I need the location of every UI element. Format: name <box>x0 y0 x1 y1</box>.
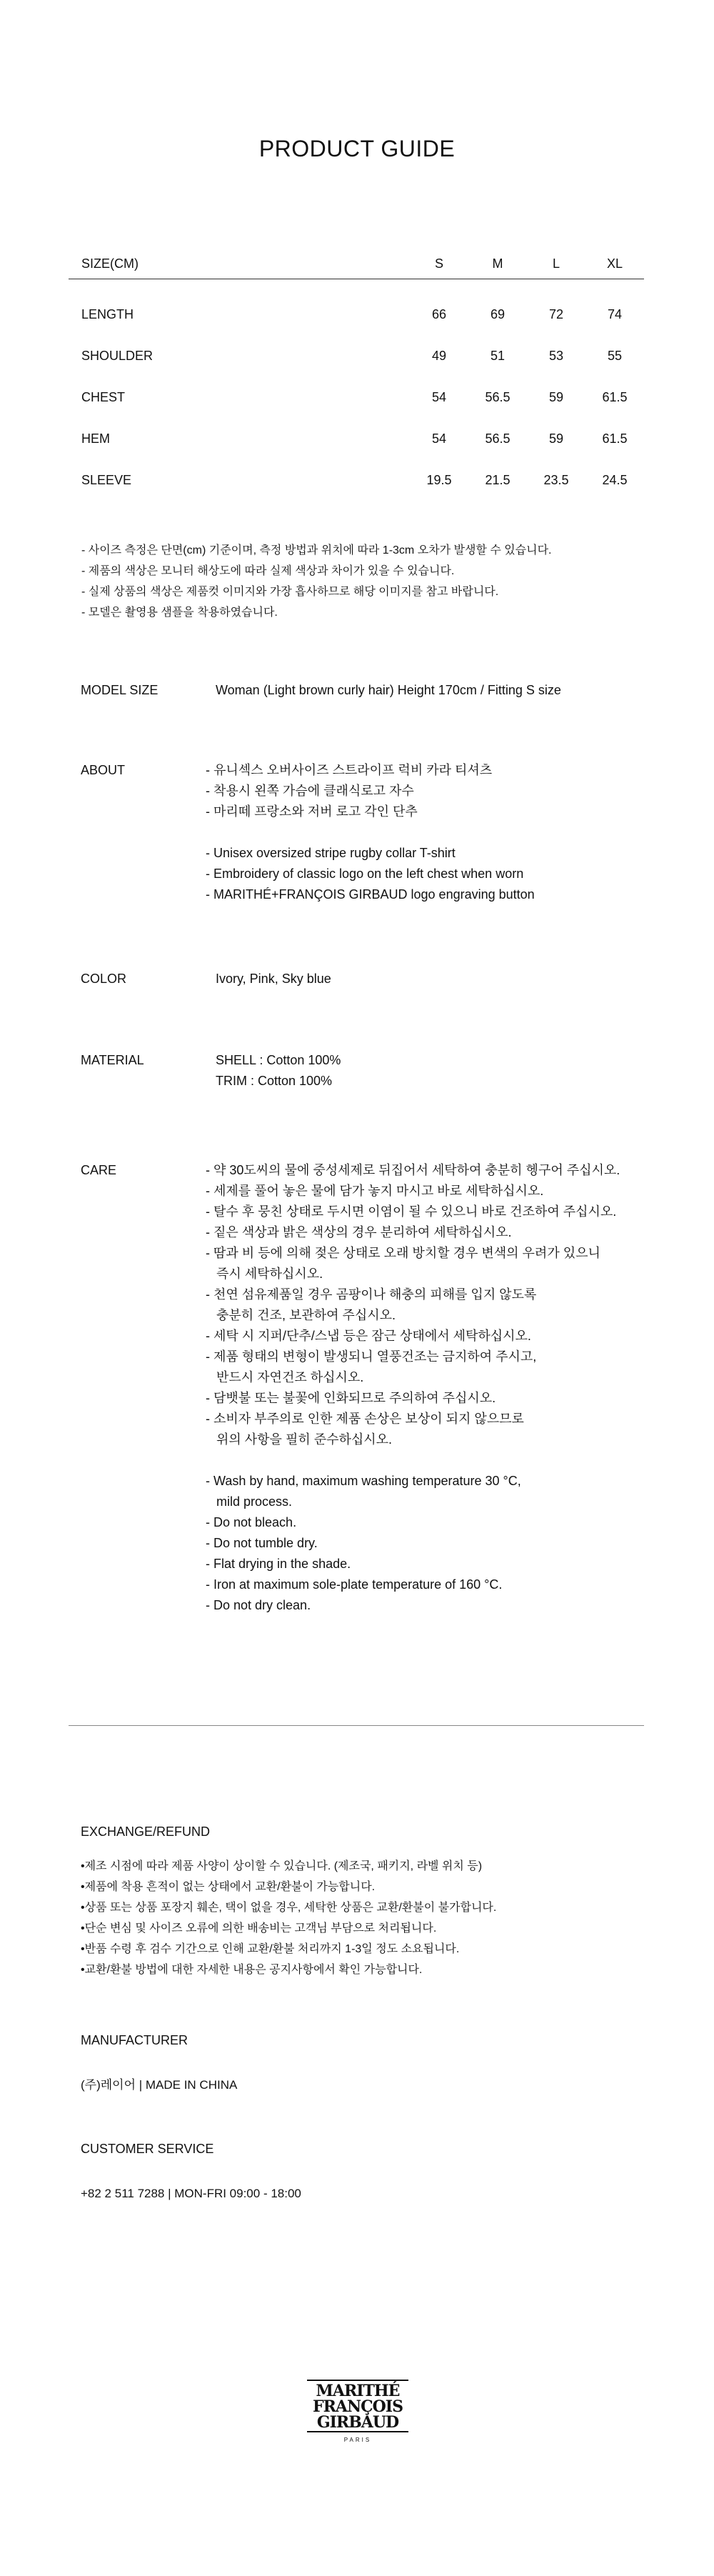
table-row <box>69 279 644 336</box>
table-cell: 49 <box>431 348 447 363</box>
table-cell: HEM <box>81 431 110 446</box>
care-line: 반드시 자연건조 하십시오. <box>206 1370 364 1384</box>
color-label: COLOR <box>81 972 127 986</box>
about-line <box>206 822 535 843</box>
section-divider <box>69 1725 644 1726</box>
table-cell: 56.5 <box>485 389 511 404</box>
note-line: - 실제 상품의 색상은 제품컷 이미지와 가장 흡사하므로 해당 이미지를 참고 바랍니다. <box>81 586 499 598</box>
note-line: - 사이즈 측정은 단면(cm) 기준이며, 측정 방법과 위치에 따라 1-3cm 오차가 발생할 수 있습니다. <box>81 544 552 556</box>
about-line: - Embroidery of classic logo on the left chest when worn <box>206 867 524 881</box>
model-size-label: MODEL SIZE <box>81 683 159 697</box>
care-line: 즉시 세탁하십시오. <box>206 1267 323 1281</box>
material-label: MATERIAL <box>81 1053 144 1067</box>
table-cell: 59 <box>548 431 564 446</box>
care-line: - 소비자 부주의로 인한 제품 손상은 보상이 되지 않으므로 <box>206 1412 524 1426</box>
care-line: - Do not dry clean. <box>206 1598 311 1612</box>
table-cell: 51 <box>490 348 506 363</box>
exchange-line: •교환/환불 방법에 대한 자세한 내용은 공지사항에서 확인 가능합니다. <box>81 1964 423 1976</box>
size-table-header-row <box>69 249 644 279</box>
about-list <box>206 760 535 905</box>
page-title: PRODUCT GUIDE <box>258 136 456 161</box>
color-value: Ivory, Pink, Sky blue <box>216 972 331 986</box>
about-label: ABOUT <box>81 763 126 777</box>
model-size-value: Woman (Light brown curly hair) Height 170cm / Fitting S size <box>216 683 561 697</box>
table-cell: SHOULDER <box>81 348 154 363</box>
customer-service-value: +82 2 511 7288 | MON-FRI 09:00 - 18:00 <box>81 2187 301 2200</box>
logo-line-2: FRANÇOIS <box>313 2397 403 2416</box>
table-row <box>69 418 644 459</box>
about-line: - 유니섹스 오버사이즈 스트라이프 럭비 카라 티셔츠 <box>206 763 493 777</box>
table-cell: 61.5 <box>602 389 628 404</box>
note-line: - 모델은 촬영용 샘플을 착용하였습니다. <box>81 606 278 619</box>
logo-line-1: MARITHÉ <box>316 2382 400 2400</box>
care-line: - 세제를 풀어 놓은 물에 담가 놓지 마시고 바로 세탁하십시오. <box>206 1184 544 1198</box>
material-line: TRIM : Cotton 100% <box>216 1074 333 1088</box>
exchange-line: •제품에 착용 흔적이 없는 상태에서 교환/환불이 가능합니다. <box>81 1881 376 1893</box>
table-cell: 54 <box>431 431 447 446</box>
care-line: - 탈수 후 뭉친 상태로 두시면 이염이 될 수 있으니 바로 건조하여 주십시오. <box>206 1204 617 1219</box>
size-notes <box>81 540 552 623</box>
table-cell: 74 <box>607 306 623 321</box>
exchange-line: •상품 또는 상품 포장지 훼손, 택이 없을 경우, 세탁한 상품은 교환/환불이 불가합니다. <box>81 1902 497 1914</box>
size-table-header: SIZE(CM) <box>69 249 410 279</box>
care-line: - Flat drying in the shade. <box>206 1557 351 1571</box>
table-cell: 72 <box>548 306 564 321</box>
care-line: - 천연 섬유제품일 경우 곰팡이나 해충의 피해를 입지 않도록 <box>206 1287 537 1302</box>
material-line: SHELL : Cotton 100% <box>216 1053 341 1067</box>
care-line: - 세탁 시 지퍼/단추/스냅 등은 잠근 상태에서 세탁하십시오. <box>206 1329 531 1343</box>
table-cell: 59 <box>548 389 564 404</box>
table-row <box>69 459 644 501</box>
care-line: - 짙은 색상과 밝은 색상의 경우 분리하여 세탁하십시오. <box>206 1225 512 1239</box>
material-list <box>216 1050 341 1092</box>
care-line <box>206 1450 620 1471</box>
care-line: - Do not bleach. <box>206 1515 297 1529</box>
table-cell: 55 <box>607 348 623 363</box>
table-cell: 23.5 <box>543 472 569 487</box>
care-line: - 제품 형태의 변형이 발생되니 열풍건조는 금지하여 주시고, <box>206 1349 537 1364</box>
size-table <box>69 249 644 501</box>
table-cell: 53 <box>548 348 564 363</box>
exchange-title: EXCHANGE/REFUND <box>81 1824 211 1839</box>
table-cell: 19.5 <box>426 472 452 487</box>
about-line: - 착용시 왼쪽 가슴에 클래식로고 자수 <box>206 784 414 798</box>
customer-service-title: CUSTOMER SERVICE <box>81 2142 214 2156</box>
care-line: - 약 30도씨의 물에 중성세제로 뒤집어서 세탁하여 충분히 헹구어 주십시오. <box>206 1163 620 1177</box>
care-line: - Iron at maximum sole-plate temperature of 160 °C. <box>206 1577 503 1592</box>
size-table-header: S <box>410 249 468 279</box>
care-line: - Wash by hand, maximum washing temperature 30 °C, <box>206 1474 521 1488</box>
exchange-line: •단순 변심 및 사이즈 오류에 의한 배송비는 고객님 부담으로 처리됩니다. <box>81 1922 437 1935</box>
table-cell: SLEEVE <box>81 472 132 487</box>
manufacturer-title: MANUFACTURER <box>81 2033 188 2047</box>
exchange-line: •반품 수령 후 검수 기간으로 인해 교환/환불 처리까지 1-3일 정도 소요됩니다. <box>81 1943 460 1955</box>
table-cell: 24.5 <box>602 472 628 487</box>
care-list <box>206 1160 620 1616</box>
about-line: - Unisex oversized stripe rugby collar T-shirt <box>206 846 456 860</box>
care-line: 충분히 건조, 보관하여 주십시오. <box>206 1308 396 1322</box>
table-row <box>69 335 644 376</box>
care-label: CARE <box>81 1163 117 1177</box>
care-line: - 땀과 비 등에 의해 젖은 상태로 오래 방치할 경우 변색의 우려가 있으니 <box>206 1246 600 1260</box>
table-cell: CHEST <box>81 389 126 404</box>
table-cell: 56.5 <box>485 431 511 446</box>
table-cell: 54 <box>431 389 447 404</box>
logo-line-3: GIRBAUD <box>316 2413 399 2432</box>
table-row <box>69 376 644 418</box>
table-cell: LENGTH <box>81 306 134 321</box>
size-table-header: XL <box>585 249 644 279</box>
size-table-header: L <box>527 249 585 279</box>
exchange-line: •제조 시점에 따라 제품 사양이 상이할 수 있습니다. (제조국, 패키지, 라벨 위치 등) <box>81 1860 483 1872</box>
exchange-list <box>81 1856 496 1980</box>
manufacturer-value: (주)레이어 | MADE IN CHINA <box>81 2078 238 2092</box>
table-cell: 61.5 <box>602 431 628 446</box>
table-cell: 66 <box>431 306 447 321</box>
care-line: - 담뱃불 또는 불꽃에 인화되므로 주의하여 주십시오. <box>206 1391 496 1405</box>
care-line: mild process. <box>206 1494 293 1509</box>
size-table-header: M <box>468 249 527 279</box>
care-line: - Do not tumble dry. <box>206 1536 318 1550</box>
note-line: - 제품의 색상은 모니터 해상도에 따라 실제 색상과 차이가 있을 수 있습니다. <box>81 565 455 577</box>
table-cell: 21.5 <box>485 472 511 487</box>
care-line: 위의 사항을 필히 준수하십시오. <box>206 1432 393 1447</box>
table-cell: 69 <box>490 306 506 321</box>
about-line: - 마리떼 프랑소와 저버 로고 각인 단추 <box>206 804 418 819</box>
brand-logo <box>300 2377 416 2449</box>
about-line: - MARITHÉ+FRANÇOIS GIRBAUD logo engraving button <box>206 887 535 902</box>
logo-line-4: PARIS <box>343 2437 372 2443</box>
